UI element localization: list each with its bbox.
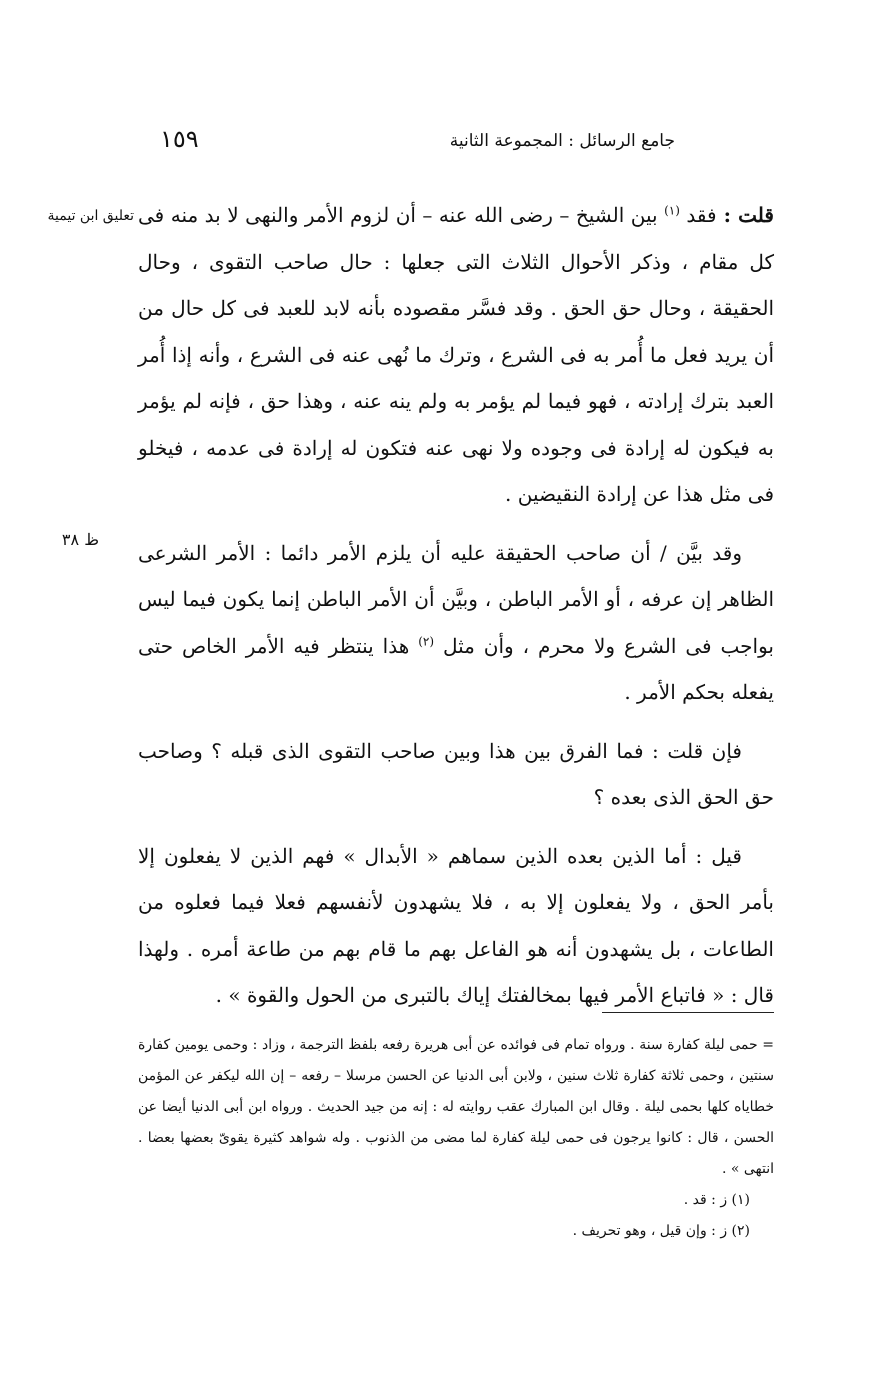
paragraph-text: فقد: [679, 203, 717, 227]
footnote-ref-2: (٢): [418, 633, 435, 648]
paragraph-2: [138, 530, 774, 716]
page-number: ١٥٩: [160, 125, 199, 153]
footnote-ref-1: (١): [664, 203, 680, 218]
paragraph-3: فإن قلت : فما الفرق بين هذا وبين صاحب التقوى الذى قبله ؟ وصاحب حق الحق الذى بعده ؟: [138, 738, 774, 809]
paragraph-4: قيل : أما الذين بعده الذين سماهم « الأبدال » فهم الذين لا يفعلون إلا بأمر الحق ، ولا يفعلون إلا به ، فلا يشهدون لأنفسهم فعلا فيما فعلوه من الطاعات ، بل يشهدون أنه هو الفاعل بهم ما قام بهم من طاعة أمره . ولهذا قال : « فاتباع الأمر فيها بمخالفتك إياك بالتبرى من الحول والقوة » .: [138, 843, 774, 1007]
footnote-divider: [602, 1012, 774, 1013]
main-text: [138, 192, 774, 1019]
margin-note-commentary: تعليق ابن تيمية: [47, 208, 134, 224]
footnote-1: (١) ز : قد .: [683, 1192, 750, 1208]
paragraph-text: بين الشيخ – رضى الله عنه – أن لزوم الأمر والنهى لا بد منه فى كل مقام ، وذكر الأحوال الثلاث التى جعلها : حال صاحب التقوى ، وحال الحقيقة ، وحال حق الحق . وقد فسَّر مقصوده بأنه لابد للعبد فى كل حال من أن يريد فعل ما أُمر به فى الشرع ، وترك ما نُهى عنه فى الشرع ، وأنه إذا أُمر العبد بترك إرادته ، فهو فيما لم يؤمر به ولم ينه عنه ، وهذا حق ، فإنه لم يؤمر به فيكون له إرادة فى وجوده ولا نهى عنه فتكون له إرادة فى عدمه ، فيخلو فى مثل هذا عن إرادة النقيضين .: [138, 203, 775, 506]
paragraph-1: [138, 192, 774, 518]
paragraph-text: وقد بيَّن / أن صاحب الحقيقة عليه أن يلزم الأمر دائما : الأمر الشرعى الظاهر إن عرفه ، أو الأمر الباطن ، وبيَّن أن الأمر الباطن إنما يكون فيما ليس بواجب فى الشرع ولا محرم ، وأن مثل: [138, 540, 774, 658]
margin-note-folio: ظ ٣٨: [61, 530, 99, 549]
footnote-2: (٢) ز : وإن قيل ، وهو تحريف .: [572, 1223, 750, 1239]
paragraph-lead: قلت :: [716, 203, 774, 227]
footnotes: [138, 1030, 774, 1247]
running-title: جامع الرسائل : المجموعة الثانية: [449, 131, 675, 151]
footnote-continuation: = حمى ليلة كفارة سنة . ورواه تمام فى فوائده عن أبى هريرة رفعه بلفظ الترجمة ، وزاد : وحمى يومين كفارة سنتين ، وحمى ثلاثة كفارة ثلاث سنين ، ولابن أبى الدنيا عن الحسن مرسلا – رفعه – إن الله ليكفر عن المؤمن خطاياه كلها بحمى ليلة . وقال ابن المبارك عقب روايته له : إنه من جيد الحديث . ورواه ابن أبى الدنيا أيضا عن الحسن ، قال : كانوا يرجون فى حمى ليلة كفارة لما مضى من الذنوب . وله شواهد كثيرة يقوىّ بعضها بعضا . انتهى » .: [138, 1037, 774, 1177]
page-header: [140, 125, 775, 165]
paragraph-text: هذا ينتظر فيه الأمر الخاص حتى يفعله بحكم الأمر .: [138, 633, 774, 704]
